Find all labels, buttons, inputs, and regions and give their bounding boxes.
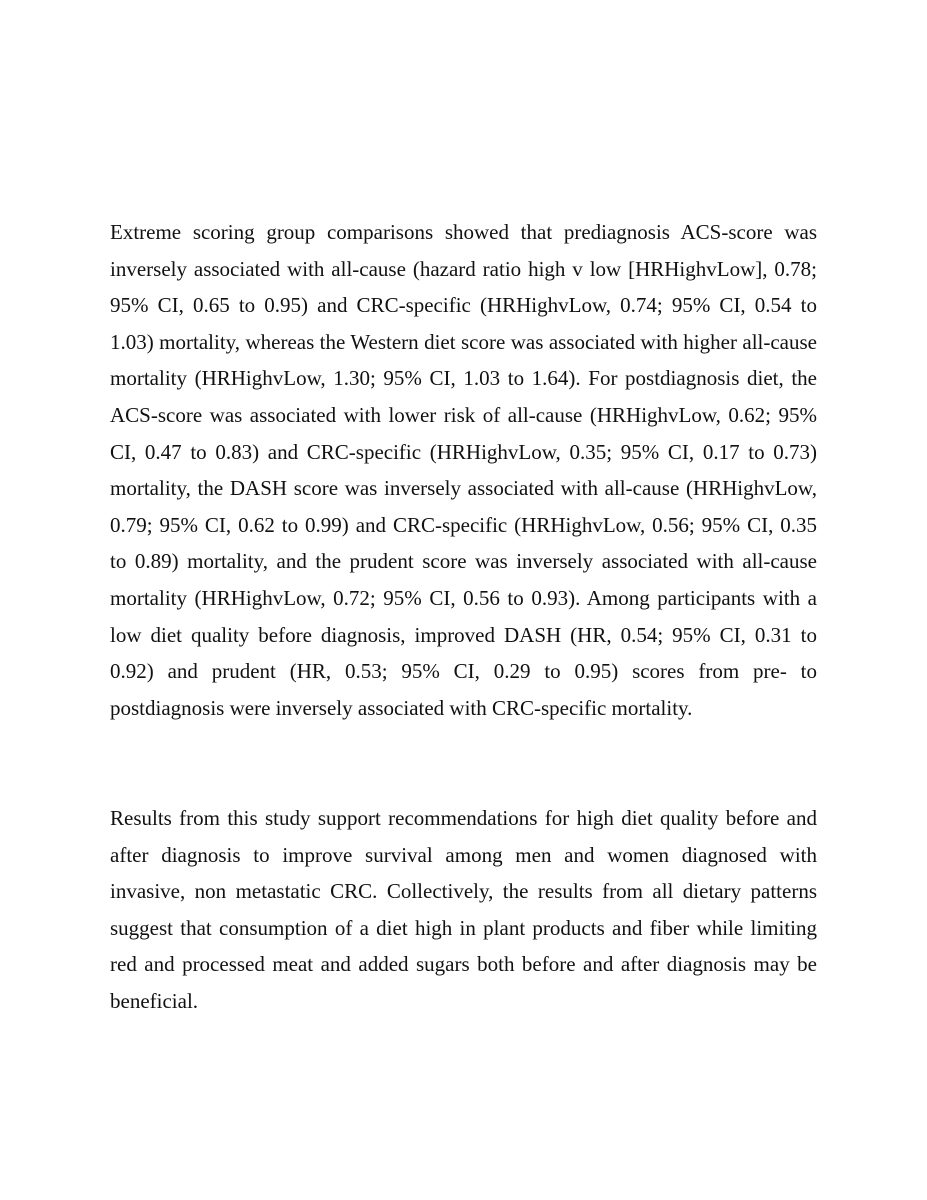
results-paragraph: Extreme scoring group comparisons showed that prediagnosis ACS-score was inversely associated with all-cause (hazard ratio high v low [HRHighvLow], 0.78; 95% CI, 0.65 to 0.95) and CRC-specific (HRHighvLow, 0.74; 95% CI, 0.54 to 1.03) mortality, whereas the Western diet score was associated with higher all-cause mortality (HRHighvLow, 1.30; 95% CI, 1.03 to 1.64). For postdiagnosis diet, the ACS-score was associated with lower risk of all-cause (HRHighvLow, 0.62; 95% CI, 0.47 to 0.83) and CRC-specific (HRHighvLow, 0.35; 95% CI, 0.17 to 0.73) mortality, the DASH score was inversely associated with all-cause (HRHighvLow, 0.79; 95% CI, 0.62 to 0.99) and CRC-specific (HRHighvLow, 0.56; 95% CI, 0.35 to 0.89) mortality, and the prudent score was inversely associated with all-cause mortality (HRHighvLow, 0.72; 95% CI, 0.56 to 0.93). Among participants with a low diet quality before diagnosis, improved DASH (HR, 0.54; 95% CI, 0.31 to 0.92) and prudent (HR, 0.53; 95% CI, 0.29 to 0.95) scores from pre- to postdiagnosis were inversely associated with CRC-specific mortality.	[110, 220, 817, 720]
conclusion-paragraph: Results from this study support recommendations for high diet quality before and after diagnosis to improve survival among men and women diagnosed with invasive, non metastatic CRC. Collectively, the results from all dietary patterns suggest that consumption of a diet high in plant products and fiber while limiting red and processed meat and added sugars both before and after diagnosis may be beneficial.	[110, 806, 817, 1013]
